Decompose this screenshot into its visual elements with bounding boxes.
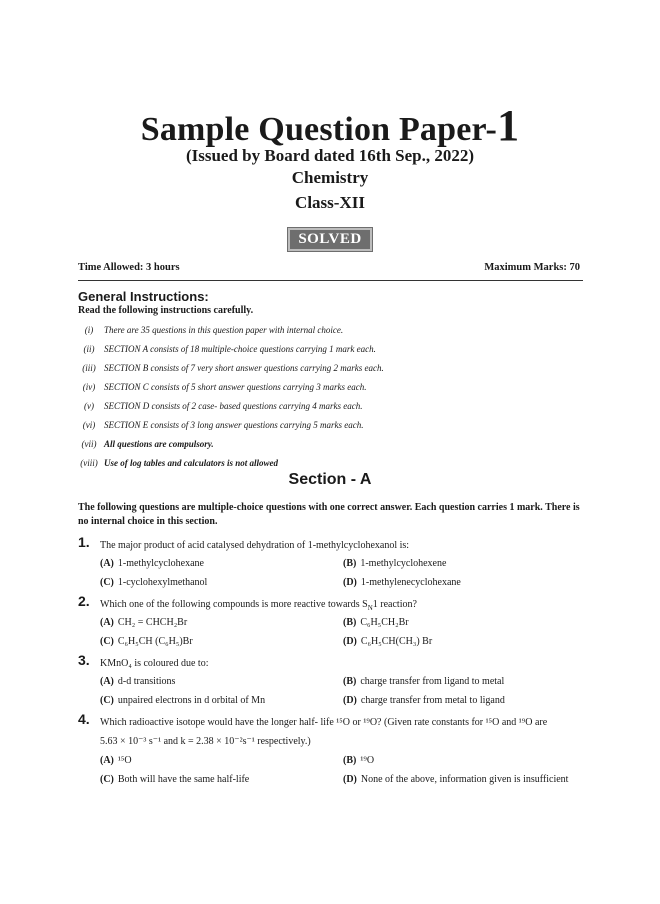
option-a[interactable]: (A) d-d transitions (100, 676, 176, 687)
question-number: 1. (78, 534, 90, 550)
option-a[interactable]: (A) ¹⁵O (100, 755, 132, 766)
question-text-line-2: 5.63 × 10⁻³ s⁻¹ and k = 2.38 × 10⁻²s⁻¹ respectively.) (100, 736, 311, 747)
general-instructions-heading: General Instructions: (78, 289, 209, 304)
option-d[interactable]: (D) 1-methylenecyclohexane (343, 577, 461, 588)
option-d[interactable]: (D) None of the above, information given is insufficient (343, 774, 569, 785)
option-b[interactable]: (B) charge transfer from ligand to metal (343, 676, 505, 687)
header-divider (78, 280, 583, 281)
option-d[interactable]: (D) charge transfer from metal to ligand (343, 695, 505, 706)
section-title: Section - A (288, 471, 372, 488)
class-title: Class-XII (295, 193, 365, 212)
instruction-item: (ii) SECTION A consists of 18 multiple-choice questions carrying 1 mark each. (83, 343, 376, 354)
instruction-item: (viii) Use of log tables and calculators is not allowed (80, 457, 279, 468)
issued-line: (Issued by Board dated 16th Sep., 2022) (185, 146, 475, 165)
subject-title: Chemistry (291, 168, 369, 187)
instructions-list (74, 320, 594, 472)
question-text: Which one of the following compounds is more reactive towards $S_N1$ reaction? (100, 599, 417, 612)
section-intro: The following questions are multiple-choice questions with one correct answer. Each question carries 1 mark. There is no internal choice in this section. (78, 502, 580, 527)
option-c[interactable]: (C) 1-cyclohexylmethanol (100, 577, 208, 588)
option-b[interactable]: (B) C₆H₅CH₂Br (343, 617, 409, 628)
read-instructions-note: Read the following instructions carefully. (78, 305, 254, 316)
question-number: 3. (78, 652, 90, 668)
option-d[interactable]: (D) C₆H₅CH(CH₃) Br (343, 636, 433, 647)
option-c[interactable]: (C) unpaired electrons in d orbital of Mn (100, 695, 266, 706)
title-text: Sample Question Paper- (140, 111, 498, 148)
question-number: 4. (78, 711, 90, 727)
title-number: 1 (497, 101, 520, 150)
instruction-item: (i) There are 35 questions in this question paper with internal choice. (84, 324, 344, 335)
time-allowed: Time Allowed: 3 hours (78, 262, 180, 273)
question-text: The major product of acid catalysed dehydration of 1-methylcyclohexanol is: (100, 540, 410, 551)
option-b[interactable]: (B) 1-methylcyclohexene (343, 558, 447, 569)
option-a[interactable]: (A) CH₂ = CHCH₂Br (100, 617, 188, 628)
question-number: 2. (78, 593, 90, 609)
question-text-line-1: Which radioactive isotope would have the longer half- life ¹⁵O or ¹⁹O? (Given rate constants for ¹⁵O and ¹⁹O are (100, 717, 548, 728)
option-a[interactable]: (A) 1-methylcyclohexane (100, 558, 204, 569)
instruction-item: (iii) SECTION B consists of 7 very short answer questions carrying 2 marks each. (82, 362, 384, 373)
instruction-item: (vii) All questions are compulsory. (81, 438, 214, 449)
option-c[interactable]: (C) C₆H₅CH (C₆H₅)Br (100, 636, 193, 647)
question-text: KMnO₄ is coloured due to: (100, 658, 209, 669)
option-b[interactable]: (B) ¹⁹O (343, 755, 375, 766)
solved-badge-wrap (0, 228, 660, 251)
page-title (0, 100, 660, 151)
option-c[interactable]: (C) Both will have the same half-life (100, 774, 250, 785)
instruction-item: (iv) SECTION C consists of 5 short answer questions carrying 3 marks each. (82, 381, 367, 392)
solved-badge: SOLVED (288, 228, 371, 251)
maximum-marks: Maximum Marks: 70 (484, 262, 580, 273)
instruction-item: (vi) SECTION E consists of 3 long answer questions carrying 5 marks each. (82, 419, 364, 430)
instruction-item: (v) SECTION D consists of 2 case- based questions carrying 4 marks each. (84, 400, 363, 411)
